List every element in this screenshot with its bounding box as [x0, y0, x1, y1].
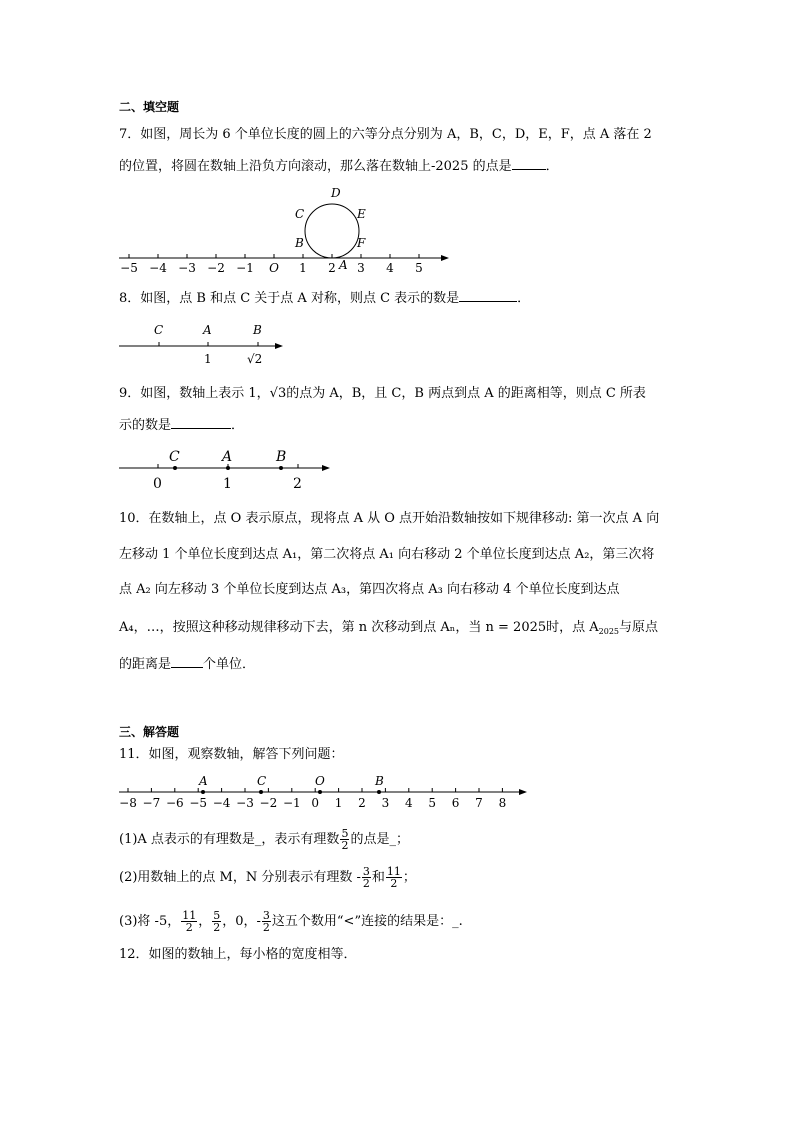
q8-number-line-figure [115, 318, 295, 368]
q7-point-c: C [295, 207, 305, 221]
q9-label-b: B [276, 449, 287, 465]
q7-line-2 [119, 157, 679, 176]
fraction-denominator: 2 [213, 921, 221, 934]
fraction-denominator: 2 [185, 921, 193, 934]
q8-value-sqrt2: √2 [247, 352, 263, 366]
q9-number-line-figure [115, 446, 345, 496]
q10-line-4-text: A₄，…，按照这种移动规律移动下去，第 n 次移动到点 Aₙ，当 n = 2025时，点 A [119, 620, 599, 635]
q8-text-end: ． [517, 291, 531, 306]
q10-line-1: 10．在数轴上，点 O 表示原点，现将点 A 从 O 点开始沿数轴按如下规律移动: 第一次点 A 向 [119, 511, 660, 526]
q11-tick-label: 2 [358, 796, 366, 810]
q7-tick-label: −1 [236, 261, 254, 275]
q10-subscript: 2025 [598, 627, 620, 636]
q7-point-d: D [331, 186, 341, 200]
q11-part-2 [119, 866, 679, 889]
q9-text-end: ． [231, 418, 245, 433]
q7-answer-blank[interactable] [512, 157, 546, 170]
fraction-numerator: 5 [213, 909, 221, 922]
q9-value-2: 2 [293, 476, 302, 492]
q11-tick-label: 4 [404, 796, 413, 810]
fraction-3-2 [362, 866, 371, 889]
q8-line-1 [119, 289, 679, 308]
q11-tick-label: −2 [259, 796, 278, 810]
fraction-numerator: 11 [386, 865, 401, 878]
q9-answer-blank[interactable] [171, 416, 231, 429]
q7-text-end: ． [545, 159, 559, 174]
fraction-denominator: 2 [390, 877, 398, 890]
fraction-denominator: 2 [362, 877, 370, 890]
q11-tick-label: 6 [451, 796, 460, 810]
q11-tick-label: 3 [381, 796, 390, 810]
q11-point-c: C [257, 774, 267, 788]
q10-line-2: 左移动 1 个单位长度到达点 A₁，第二次将点 A₁ 向右移动 2 个单位长度到达点 A₂，第三次将 [119, 547, 655, 562]
q9-value-0: 0 [153, 476, 162, 492]
q7-tick-label: −3 [178, 261, 196, 275]
q8-label-b: B [253, 323, 262, 337]
q11-tick-label: 0 [311, 796, 320, 810]
q11-tick-label: −1 [282, 796, 301, 810]
q7-text: 的位置，将圆在数轴上沿负方向滚动，那么落在数轴上-2025 的点是 [119, 159, 512, 174]
q8-label-c: C [154, 323, 164, 337]
q11-part-3-middle: ，0，- [222, 914, 261, 929]
q11-part-1-end: 的点是_； [350, 832, 409, 847]
fraction-denominator: 2 [262, 921, 270, 934]
section-3-heading: 三、解答题 [119, 725, 180, 739]
q8-label-a: A [203, 323, 212, 337]
fraction-11-2 [386, 866, 402, 889]
q9-label-a: A [222, 449, 233, 465]
q7-point-e: E [357, 207, 366, 221]
q11-part-2-and: 和 [371, 870, 385, 885]
q9-value-1: 1 [223, 476, 232, 492]
fraction-numerator: 3 [262, 909, 270, 922]
fraction-5-2 [212, 910, 221, 933]
q11-part-3-comma: ， [198, 914, 212, 929]
q11-tick-label: −6 [165, 796, 184, 810]
fraction-11-2 [181, 910, 197, 933]
section-2-heading: 二、填空题 [119, 100, 180, 114]
q11-part-1-text: (1)A 点表示的有理数是_，表示有理数 [119, 832, 340, 847]
q11-part-2-end: ； [402, 870, 416, 885]
q11-part-3-end: 这五个数用“<”连接的结果是：_. [271, 914, 463, 929]
q11-tick-label: 8 [498, 796, 507, 810]
q11-tick-label: 7 [475, 796, 483, 810]
fraction-3-2 [262, 910, 271, 933]
fraction-numerator: 3 [362, 865, 370, 878]
q11-number-line-figure [115, 770, 535, 810]
q7-tick-label: 4 [386, 261, 394, 275]
q9-text: 示的数是 [119, 418, 172, 433]
q11-part-2-text: (2)用数轴上的点 M，N 分别表示有理数 - [119, 870, 361, 885]
q8-value-1: 1 [204, 352, 212, 366]
q7-tick-label: 3 [357, 261, 365, 275]
q7-tick-label: −5 [120, 261, 138, 275]
q11-part-3-text: (3)将 -5， [119, 914, 181, 929]
q8-answer-blank[interactable] [459, 289, 517, 302]
q11-tick-label: −4 [212, 796, 231, 810]
fraction-numerator: 11 [182, 909, 197, 922]
q11-tick-label: −7 [142, 796, 161, 810]
q7-tick-label: 2 [328, 261, 336, 275]
q10-text: 的距离是 [119, 657, 172, 672]
fraction-numerator: 5 [341, 827, 349, 840]
q11-tick-label: −5 [189, 796, 208, 810]
q11-point-o: O [315, 774, 325, 788]
q11-tick-label: −3 [236, 796, 254, 810]
q7-point-a: A [339, 258, 348, 272]
q7-tick-label: O [269, 261, 279, 275]
q11-point-a: A [199, 774, 208, 788]
fraction-5-2 [340, 828, 349, 851]
q12-intro: 12．如图的数轴上，每小格的宽度相等． [119, 947, 357, 962]
q7-point-f: F [357, 236, 366, 250]
q11-intro: 11．如图，观察数轴，解答下列问题： [119, 747, 344, 762]
q10-line-4 [119, 619, 679, 638]
q9-line-2 [119, 416, 679, 435]
q8-text: 8．如图，点 B 和点 C 关于点 A 对称，则点 C 表示的数是 [119, 291, 460, 306]
q7-tick-label: −2 [207, 261, 225, 275]
q10-line-3: 点 A₂ 向左移动 3 个单位长度到达点 A₃，第四次将点 A₃ 向右移动 4 个单位长度到达点 [119, 582, 620, 597]
q7-tick-label: 5 [415, 261, 423, 275]
q11-point-b: B [375, 774, 384, 788]
q11-tick-label: −8 [119, 796, 137, 810]
q9-line-1: 9．如图，数轴上表示 1，√3的点为 A，B，且 C，B 两点到点 A 的距离相等，则点 C 所表 [119, 386, 646, 401]
q10-answer-blank[interactable] [171, 655, 203, 668]
q7-line-1: 7．如图，周长为 6 个单位长度的圆上的六等分点分别为 A，B，C，D，E，F，点 A 落在 2 [119, 127, 652, 142]
q7-point-b: B [295, 236, 304, 250]
q11-part-1 [119, 828, 679, 851]
q11-tick-label: 5 [428, 796, 437, 810]
q7-number-line-figure [115, 183, 455, 278]
q7-tick-label: 1 [299, 261, 307, 275]
q11-part-3 [119, 910, 679, 933]
fraction-denominator: 2 [341, 839, 349, 852]
q9-label-c: C [169, 449, 180, 465]
q11-tick-label: 1 [334, 796, 343, 810]
q10-line-5 [119, 655, 679, 674]
q10-text-end: 个单位． [203, 657, 256, 672]
q7-tick-label: −4 [149, 261, 167, 275]
q10-line-4-end: 与原点 [619, 620, 659, 635]
